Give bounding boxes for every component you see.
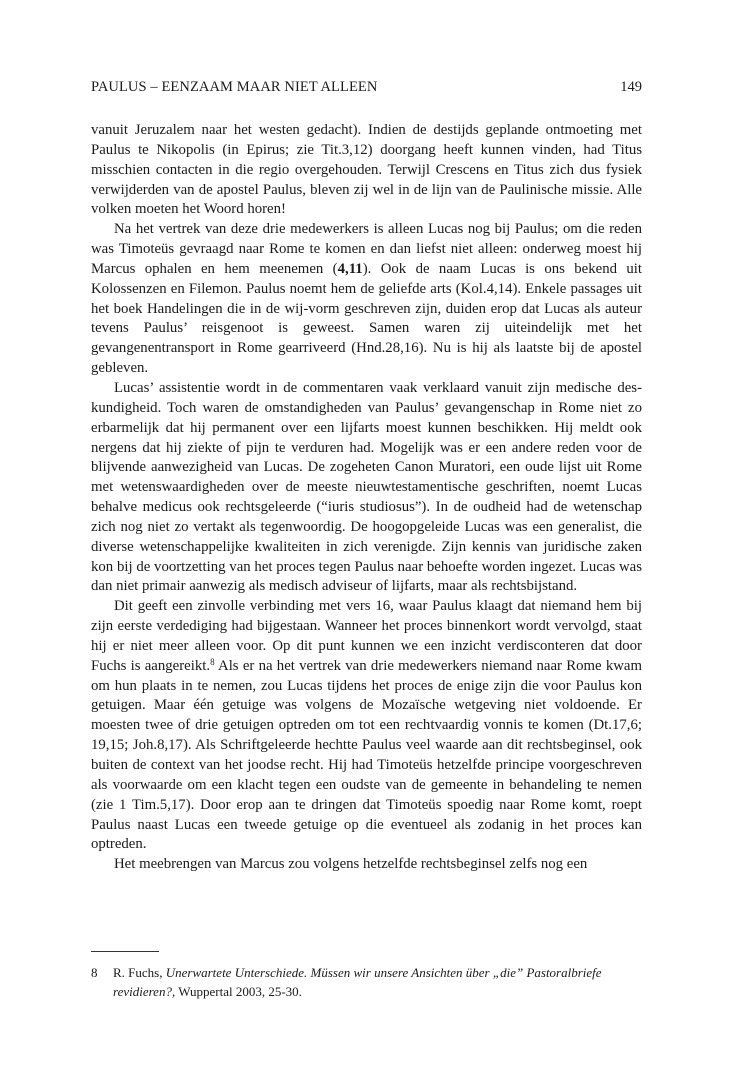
page-number: 149	[620, 79, 642, 95]
running-header	[91, 77, 642, 97]
footnote-text	[113, 965, 602, 999]
text-segment: Als er na het vertrek van drie medewerkers niemand naar Rome kwam om hun plaats in te nemen, zou Lucas tijdens het proces de enige zijn die voor Paulus kon getuigen. Maar één getuige was volgens de Mozaïsche wetgeving niet voldoende. Er moesten twee of drie getuigen optreden om tot een rechtvaardig vonnis te komen (Dt.17,6; 19,15; Joh.8,17). Als Schriftgeleerde hechtte Paulus veel waarde aan dit rechtsbeginsel, ook buiten de context van het joodse recht. Hij had Timoteüs hetzelfde principe voorgeschreven als voorwaarde om een klacht tegen een oudste van de gemeente in behandeling te nemen (zie 1 Tim.5,17). Door erop aan te dringen dat Timoteüs spoedig naar Rome komt, roept Paulus naast Lucas een tweede getuige op die eventueel als zodanig in het proces kan optreden.	[91, 657, 643, 853]
footnote-reference: 8	[210, 656, 215, 667]
text-segment: ). Ook de naam Lucas is ons bekend uit Kolossenzen en Filemon. Paulus noemt hem de geliefde arts (Kol.4,14). Enkele passages uit het boek Handelingen die in de wij-vorm geschreven zijn, duiden erop dat Lucas als auteur tevens Paulus’ reisgenoot is geweest. Samen waren zij uiteindelijk met het gevangenentransport in Rome gearriveerd (Hnd.28,16). Nu is hij als laatste bij de apostel gebleven.	[91, 260, 642, 377]
footnote-divider	[91, 951, 159, 952]
emphasized-reference: 4,11	[337, 260, 363, 277]
paragraph	[91, 121, 642, 220]
paragraph	[91, 855, 642, 875]
italic-title: Unerwartete Unterschiede. Müssen wir unsere Ansichten über „die” Pastoralbriefe revidieren?	[113, 965, 602, 999]
footnote-number: 8	[91, 965, 98, 980]
paragraph	[91, 220, 642, 379]
running-title: PAULUS – EENZAAM MAAR NIET ALLEEN	[91, 79, 378, 95]
paragraph	[91, 597, 642, 855]
text-segment: Dit geeft een zinvolle verbinding met vers 16, waar Paulus klaagt dat niemand hem bij zijn eerste verdediging had bijgestaan. Wanneer het proces binnenkort wordt vervolgd, staat hij er niet meer alleen voor. Op dit punt kunnen we een inzicht verdisconteren dat door Fuchs is aangereikt.	[91, 598, 642, 674]
text-segment: R. Fuchs,	[113, 965, 166, 980]
paragraph	[91, 379, 642, 597]
text-segment: Lucas’ assistentie wordt in de commentaren vaak verklaard vanuit zijn medische deskundigheid. Toch waren de omstandigheden van Paulus’ gevangenschap in Rome niet zo erbarmelijk dat hij permanent over een lijfarts moest kunnen beschikken. Hij meldt ook nergens dat hij ziekte of pijn te verduren had. Mogelijk was er een andere reden voor de blijvende aanwezigheid van Lucas. De zogeheten Canon Muratori, een oude lijst uit Rome met wetenswaardigheden over de meeste nieuwtestamentische geschriften, noemt Lucas behalve medicus ook rechtsgeleerde (“iuris studiosus”). In de oudheid had de wetenschap zich nog niet zo vertakt als tegenwoordig. De hoogopgeleide Lucas was een generalist, die diverse wetenschappelijke kwaliteiten in zich verenigde. Zijn kennis van juridische zaken kon bij de voortzetting van het proces tegen Paulus naar behoefte worden ingezet. Lucas was dan niet primair aanwezig als medisch adviseur of lijfarts, maar als rechtsbijstand.	[91, 379, 642, 595]
footnote	[91, 963, 642, 1001]
body-text	[91, 121, 642, 875]
footnotes	[91, 963, 642, 1001]
text-segment: vanuit Jeruzalem naar het westen gedacht). Indien de destijds geplande ontmoeting met Paulus te Nikopolis (in Epirus; zie Tit.3,12) doorgang heeft kunnen vinden, had Titus misschien contacten in die regio overgehouden. Terwijl Crescens en Titus zich dus fysiek verwijderden van de apostel Paulus, bleven zij wel in de lijn van de Paulinische missie. Alle volken moeten het Woord horen!	[91, 122, 642, 218]
text-segment: Na het vertrek van deze drie medewerkers is alleen Lucas nog bij Paulus; om die reden was Timoteüs gevraagd naar Rome te komen en dan liefst niet alleen: onderweg moest hij Marcus ophalen en hem meenemen (	[91, 221, 642, 277]
text-segment: Het meebrengen van Marcus zou volgens hetzelfde rechtsbeginsel zelfs nog een	[114, 856, 588, 873]
text-segment: , Wuppertal 2003, 25-30.	[171, 984, 302, 999]
